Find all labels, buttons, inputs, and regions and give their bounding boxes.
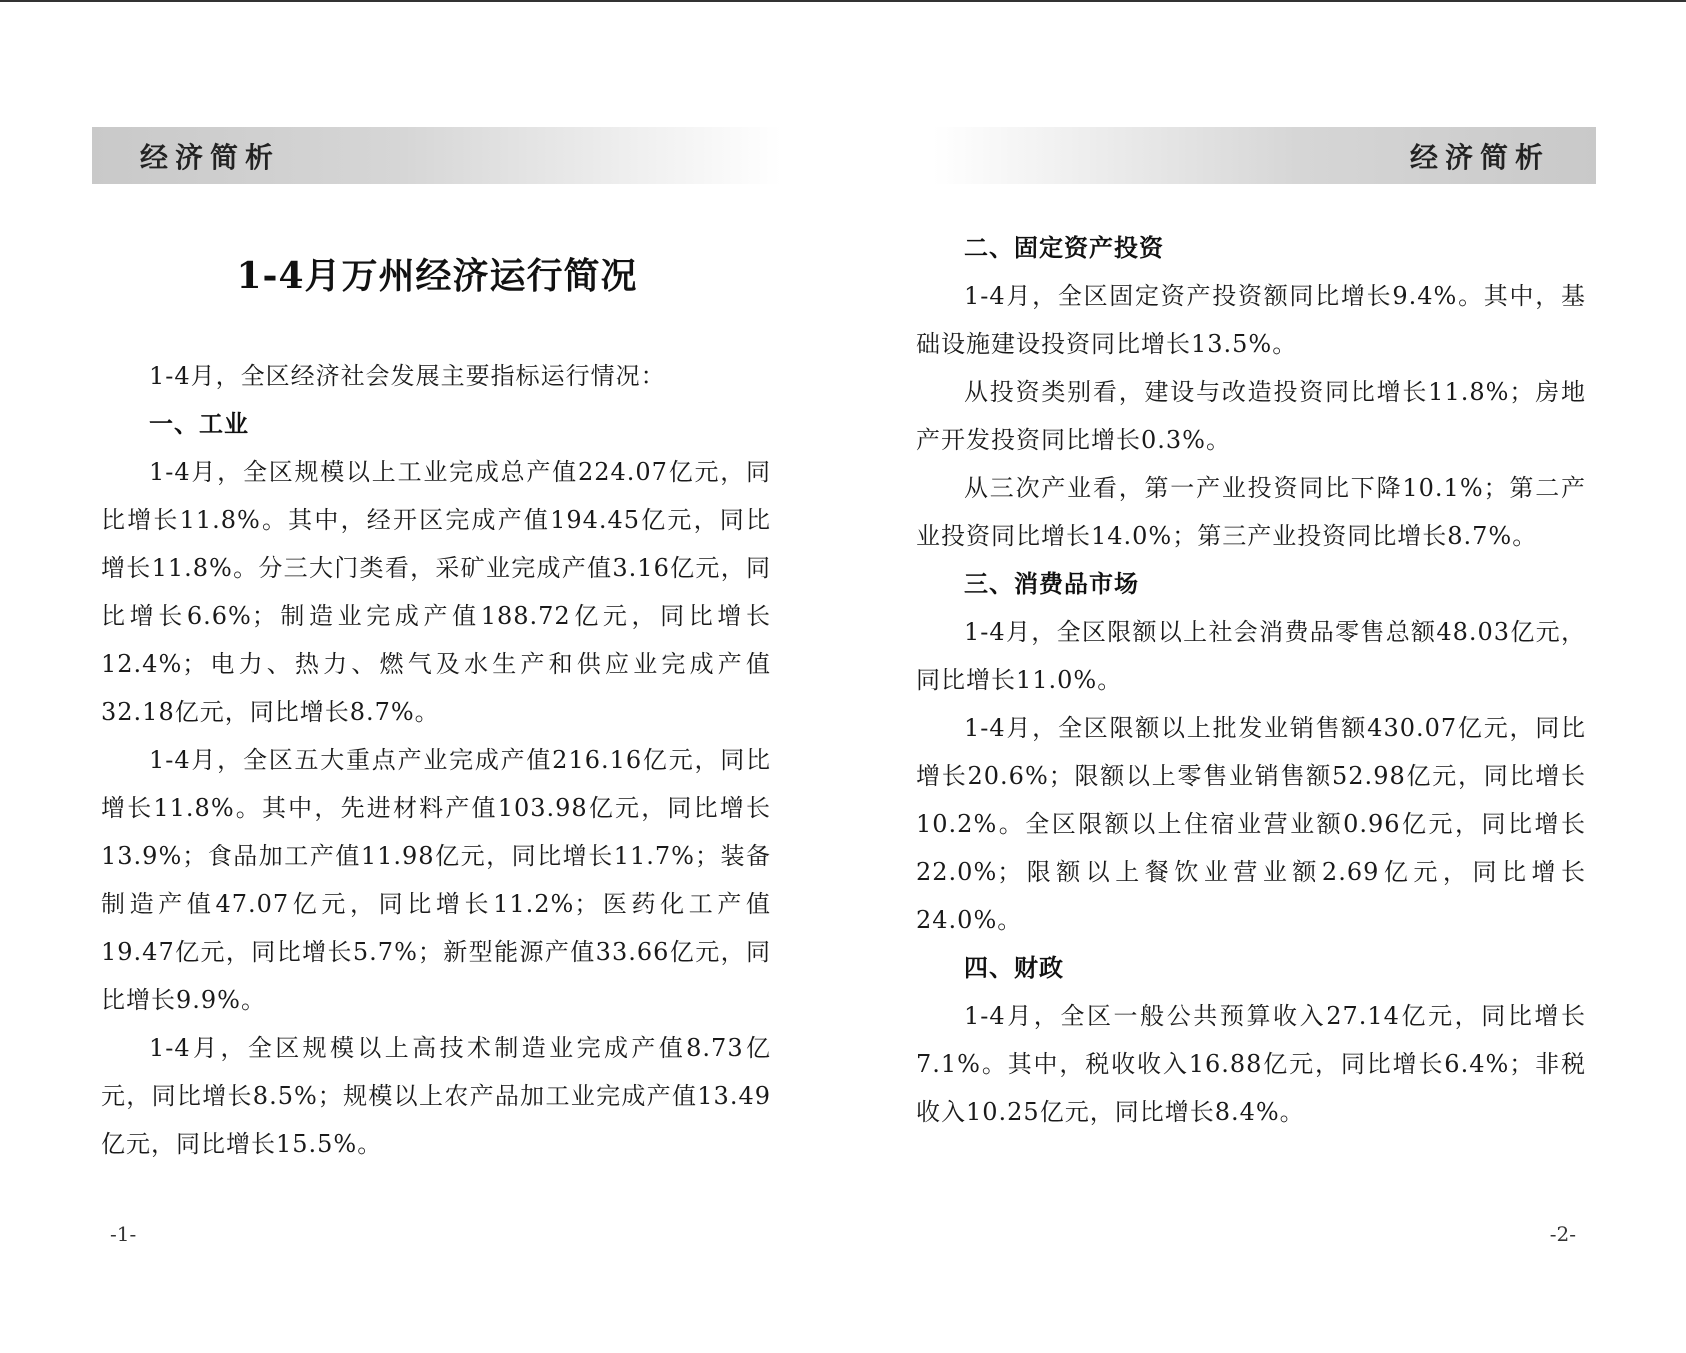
- consumer-market-paragraph: 1-4月，全区限额以上社会消费品零售总额48.03亿元，同比增长11.0%。: [916, 618, 1586, 694]
- investment-paragraph: 1-4月，全区固定资产投资额同比增长9.4%。其中，基础设施建设投资同比增长13.5%。: [916, 282, 1586, 358]
- left-header-band: [92, 127, 782, 184]
- investment-paragraph: 从三次产业看，第一产业投资同比下降10.1%；第二产业投资同比增长14.0%；第三产业投资同比增长8.7%。: [916, 474, 1586, 550]
- section-heading-finance: 四、财政: [964, 954, 1064, 982]
- page-number-right: -2-: [1549, 1222, 1576, 1246]
- consumer-market-paragraph: 1-4月，全区限额以上批发业销售额430.07亿元，同比增长20.6%；限额以上零售业销售额52.98亿元，同比增长10.2%。全区限额以上住宿业营业额0.96亿元，同比增长22.0%；限额以上餐饮业营业额2.69亿元，同比增长24.0%。: [916, 714, 1586, 934]
- investment-paragraph: 从投资类别看，建设与改造投资同比增长11.8%；房地产开发投资同比增长0.3%。: [916, 378, 1586, 454]
- section-heading-consumer-market: 三、消费品市场: [964, 570, 1139, 598]
- intro-paragraph: 1-4月，全区经济社会发展主要指标运行情况：: [149, 362, 666, 390]
- page-number-left: -1-: [110, 1222, 137, 1246]
- right-header-label: 经济简析: [1409, 140, 1550, 174]
- section-heading-investment: 二、固定资产投资: [964, 234, 1164, 262]
- document-title: 1-4月万州经济运行简况: [236, 255, 638, 297]
- right-header-band: [933, 127, 1596, 184]
- right-page: [843, 0, 1686, 1353]
- left-header-label: 经济简析: [140, 140, 281, 174]
- right-page-content: [916, 224, 1586, 1136]
- industry-paragraph: 1-4月，全区规模以上工业完成总产值224.07亿元，同比增长11.8%。其中，经开区完成产值194.45亿元，同比增长11.8%。分三大门类看，采矿业完成产值3.16亿元，同比增长6.6%；制造业完成产值188.72亿元，同比增长12.4%；电力、热力、燃气及水生产和供应业完成产值32.18亿元，同比增长8.7%。: [101, 458, 771, 726]
- left-page-content: [101, 352, 771, 1168]
- finance-paragraph: 1-4月，全区一般公共预算收入27.14亿元，同比增长7.1%。其中，税收收入16.88亿元，同比增长6.4%；非税收入10.25亿元，同比增长8.4%。: [916, 1002, 1586, 1126]
- industry-paragraph: 1-4月，全区五大重点产业完成产值216.16亿元，同比增长11.8%。其中，先进材料产值103.98亿元，同比增长13.9%；食品加工产值11.98亿元，同比增长11.7%；装备制造产值47.07亿元，同比增长11.2%；医药化工产值19.47亿元，同比增长5.7%；新型能源产值33.66亿元，同比增长9.9%。: [101, 746, 771, 1014]
- section-heading-industry: 一、工业: [149, 410, 249, 438]
- industry-paragraph: 1-4月，全区规模以上高技术制造业完成产值8.73亿元，同比增长8.5%；规模以上农产品加工业完成产值13.49亿元，同比增长15.5%。: [101, 1034, 771, 1158]
